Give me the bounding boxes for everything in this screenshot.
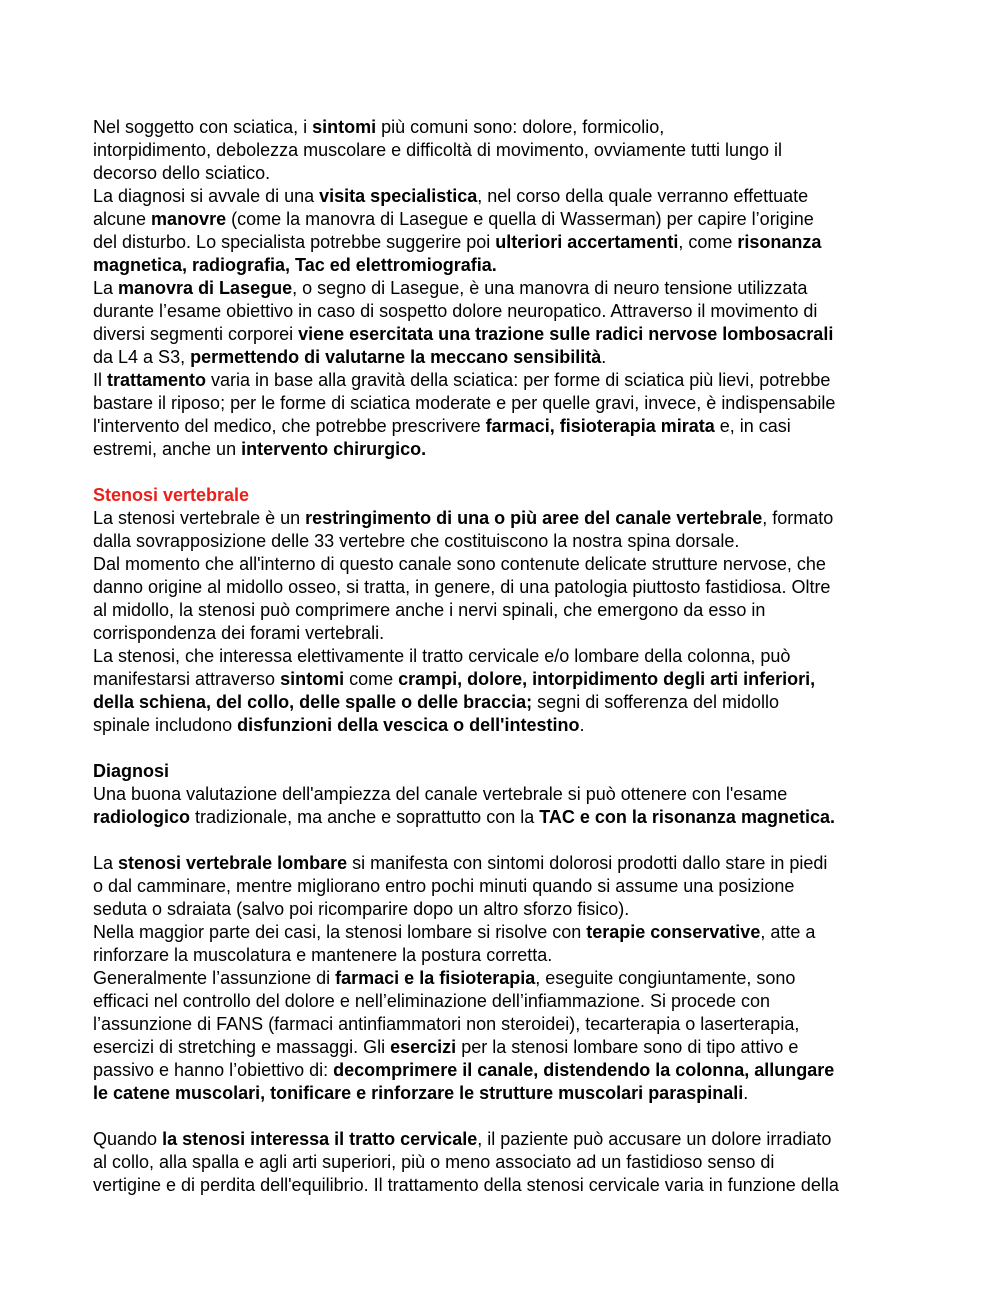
body-text: Quando	[93, 1129, 163, 1149]
body-text: Generalmente l’assunzione di	[93, 968, 336, 988]
text-line	[93, 921, 913, 944]
text-line	[93, 806, 913, 829]
bold-text: radiologico	[93, 807, 191, 827]
text-line	[93, 208, 913, 231]
text-line	[93, 1082, 913, 1105]
text-line	[93, 967, 913, 990]
body-text: corrispondenza dei forami vertebrali.	[93, 623, 385, 643]
text-line	[93, 1036, 913, 1059]
bold-text: sintomi	[312, 117, 377, 137]
text-line	[93, 990, 913, 1013]
body-text: (come la manovra di Lasegue e quella di Wasserman) per capire l’origine	[226, 209, 814, 229]
bold-text: manovre	[151, 209, 227, 229]
body-text: esercizi di stretching e massaggi. Gli	[93, 1037, 391, 1057]
bold-text: Diagnosi	[93, 761, 170, 781]
body-text: La	[93, 853, 119, 873]
blank-line	[93, 461, 913, 484]
bold-text: crampi, dolore, intorpidimento degli arti inferiori,	[398, 669, 816, 689]
body-text: Una buona valutazione dell'ampiezza del canale vertebrale si può ottenere con l'esame	[93, 784, 788, 804]
text-line	[93, 162, 913, 185]
bold-text: ulteriori accertamenti	[495, 232, 679, 252]
text-line	[93, 438, 913, 461]
body-text: spinale includono	[93, 715, 238, 735]
bold-text: TAC e con la risonanza magnetica.	[539, 807, 835, 827]
text-line	[93, 898, 913, 921]
bold-text: decomprimere il canale, distendendo la colonna, allungare	[333, 1060, 835, 1080]
section-heading-stenosi: Stenosi vertebrale	[93, 485, 250, 505]
body-text: Nella maggior parte dei casi, la stenosi lombare si risolve con	[93, 922, 587, 942]
document-page	[93, 116, 913, 1197]
blank-line	[93, 737, 913, 760]
bold-text: intervento chirurgico.	[241, 439, 427, 459]
body-text: La stenosi vertebrale è un	[93, 508, 306, 528]
text-line	[93, 599, 913, 622]
body-text: decorso dello sciatico.	[93, 163, 271, 183]
body-text: , nel corso della quale verranno effettuate	[477, 186, 809, 206]
bold-text: la stenosi interessa il tratto cervicale	[162, 1129, 478, 1149]
text-line	[93, 1128, 913, 1151]
body-text: seduta o sdraiata (salvo poi ricomparire dopo un altro sforzo fisico).	[93, 899, 630, 919]
text-line	[93, 300, 913, 323]
text-line	[93, 1013, 913, 1036]
body-text: .	[601, 347, 607, 367]
body-text: .	[743, 1083, 749, 1103]
text-line	[93, 254, 913, 277]
body-text: da L4 a S3,	[93, 347, 191, 367]
body-text: estremi, anche un	[93, 439, 242, 459]
bold-text: della schiena, del collo, delle spalle o delle braccia;	[93, 692, 533, 712]
bold-text: restringimento di una o più aree del canale vertebrale	[305, 508, 763, 528]
body-text: , il paziente può accusare un dolore irradiato	[477, 1129, 832, 1149]
text-line	[93, 760, 913, 783]
body-text: si manifesta con sintomi dolorosi prodotti dallo stare in piedi	[347, 853, 828, 873]
text-line	[93, 392, 913, 415]
bold-text: viene esercitata una trazione sulle radici nervose lombosacrali	[298, 324, 834, 344]
text-line	[93, 553, 913, 576]
body-text: del disturbo. Lo specialista potrebbe suggerire poi	[93, 232, 496, 252]
body-text: al collo, alla spalla e agli arti superiori, più o meno associato ad un fastidioso senso di	[93, 1152, 775, 1172]
text-line	[93, 507, 913, 530]
text-line	[93, 1174, 913, 1197]
body-text: segni di sofferenza del midollo	[532, 692, 779, 712]
body-text: l'intervento del medico, che potrebbe prescrivere	[93, 416, 486, 436]
body-text: alcune	[93, 209, 152, 229]
text-line	[93, 783, 913, 806]
body-text: La stenosi, che interessa elettivamente il tratto cervicale e/o lombare della colonna, può	[93, 646, 791, 666]
bold-text: stenosi vertebrale lombare	[118, 853, 348, 873]
bold-text: risonanza	[737, 232, 822, 252]
body-text: La	[93, 278, 119, 298]
blank-line	[93, 829, 913, 852]
body-text: , eseguite congiuntamente, sono	[535, 968, 796, 988]
text-line	[93, 668, 913, 691]
text-line	[93, 852, 913, 875]
body-text: Il	[93, 370, 108, 390]
body-text: per la stenosi lombare sono di tipo attivo e	[456, 1037, 799, 1057]
body-text: , atte a	[760, 922, 816, 942]
bold-text: manovra di Lasegue	[118, 278, 293, 298]
text-line	[93, 714, 913, 737]
body-text: Dal momento che all'interno di questo canale sono contenute delicate strutture nervose, che	[93, 554, 826, 574]
text-line	[93, 1059, 913, 1082]
body-text: danno origine al midollo osseo, si tratta, in genere, di una patologia piuttosto fastidiosa. Oltre	[93, 577, 831, 597]
body-text: vertigine e di perdita dell'equilibrio. Il trattamento della stenosi cervicale varia in funzione della	[93, 1175, 839, 1195]
body-text: , come	[678, 232, 738, 252]
body-text: .	[579, 715, 585, 735]
text-line	[93, 277, 913, 300]
text-line	[93, 645, 913, 668]
text-line	[93, 691, 913, 714]
text-line	[93, 323, 913, 346]
bold-text: farmaci, fisioterapia mirata	[485, 416, 715, 436]
body-text: al midollo, la stenosi può comprimere anche i nervi spinali, che emergono da esso in	[93, 600, 766, 620]
body-text: , o segno di Lasegue, è una manovra di neuro tensione utilizzata	[292, 278, 808, 298]
body-text: , formato	[762, 508, 834, 528]
bold-text: terapie conservative	[586, 922, 761, 942]
bold-text: le catene muscolari, tonificare e rinforzare le strutture muscolari paraspinali	[93, 1083, 744, 1103]
text-line	[93, 346, 913, 369]
text-line	[93, 576, 913, 599]
body-text: come	[344, 669, 399, 689]
text-line	[93, 1151, 913, 1174]
text-line	[93, 944, 913, 967]
body-text: dalla sovrapposizione delle 33 vertebre che costituiscono la nostra spina dorsale.	[93, 531, 740, 551]
text-line	[93, 415, 913, 438]
text-line	[93, 116, 913, 139]
body-text: La diagnosi si avvale di una	[93, 186, 320, 206]
body-text: l’assunzione di FANS (farmaci antinfiammatori non steroidei), tecarterapia o laserterapia,	[93, 1014, 800, 1034]
text-line	[93, 530, 913, 553]
bold-text: disfunzioni della vescica o dell'intestino	[237, 715, 580, 735]
bold-text: sintomi	[280, 669, 345, 689]
body-text: intorpidimento, debolezza muscolare e difficoltà di movimento, ovviamente tutti lungo il	[93, 140, 783, 160]
body-text: efficaci nel controllo del dolore e nell’eliminazione dell’infiammazione. Si procede con	[93, 991, 771, 1011]
body-text: e, in casi	[714, 416, 791, 436]
text-line	[93, 231, 913, 254]
body-text: tradizionale, ma anche e soprattutto con la	[190, 807, 540, 827]
bold-text: trattamento	[107, 370, 207, 390]
body-text: diversi segmenti corporei	[93, 324, 299, 344]
body-text: rinforzare la muscolatura e mantenere la postura corretta.	[93, 945, 553, 965]
body-text: Nel soggetto con sciatica, i	[93, 117, 313, 137]
bold-text: permettendo di valutarne la meccano sensibilità	[190, 347, 602, 367]
bold-text: farmaci e la fisioterapia	[335, 968, 536, 988]
body-text: varia in base alla gravità della sciatica: per forme di sciatica più lievi, potrebbe	[206, 370, 831, 390]
text-line	[93, 369, 913, 392]
bold-text: visita specialistica	[319, 186, 478, 206]
text-line	[93, 139, 913, 162]
bold-text: magnetica, radiografia, Tac ed elettromiografia.	[93, 255, 497, 275]
text-line	[93, 875, 913, 898]
blank-line	[93, 1105, 913, 1128]
body-text: durante l’esame obiettivo in caso di sospetto dolore neuropatico. Attraverso il movimento di	[93, 301, 818, 321]
body-text: o dal camminare, mentre migliorano entro pochi minuti quando si assume una posizione	[93, 876, 795, 896]
bold-text: esercizi	[390, 1037, 457, 1057]
text-line	[93, 622, 913, 645]
body-text: manifestarsi attraverso	[93, 669, 281, 689]
body-text: passivo e hanno l’obiettivo di:	[93, 1060, 334, 1080]
body-text: bastare il riposo; per le forme di sciatica moderate e per quelle gravi, invece, è indispensabile	[93, 393, 836, 413]
text-line	[93, 185, 913, 208]
body-text: più comuni sono: dolore, formicolio,	[376, 117, 665, 137]
